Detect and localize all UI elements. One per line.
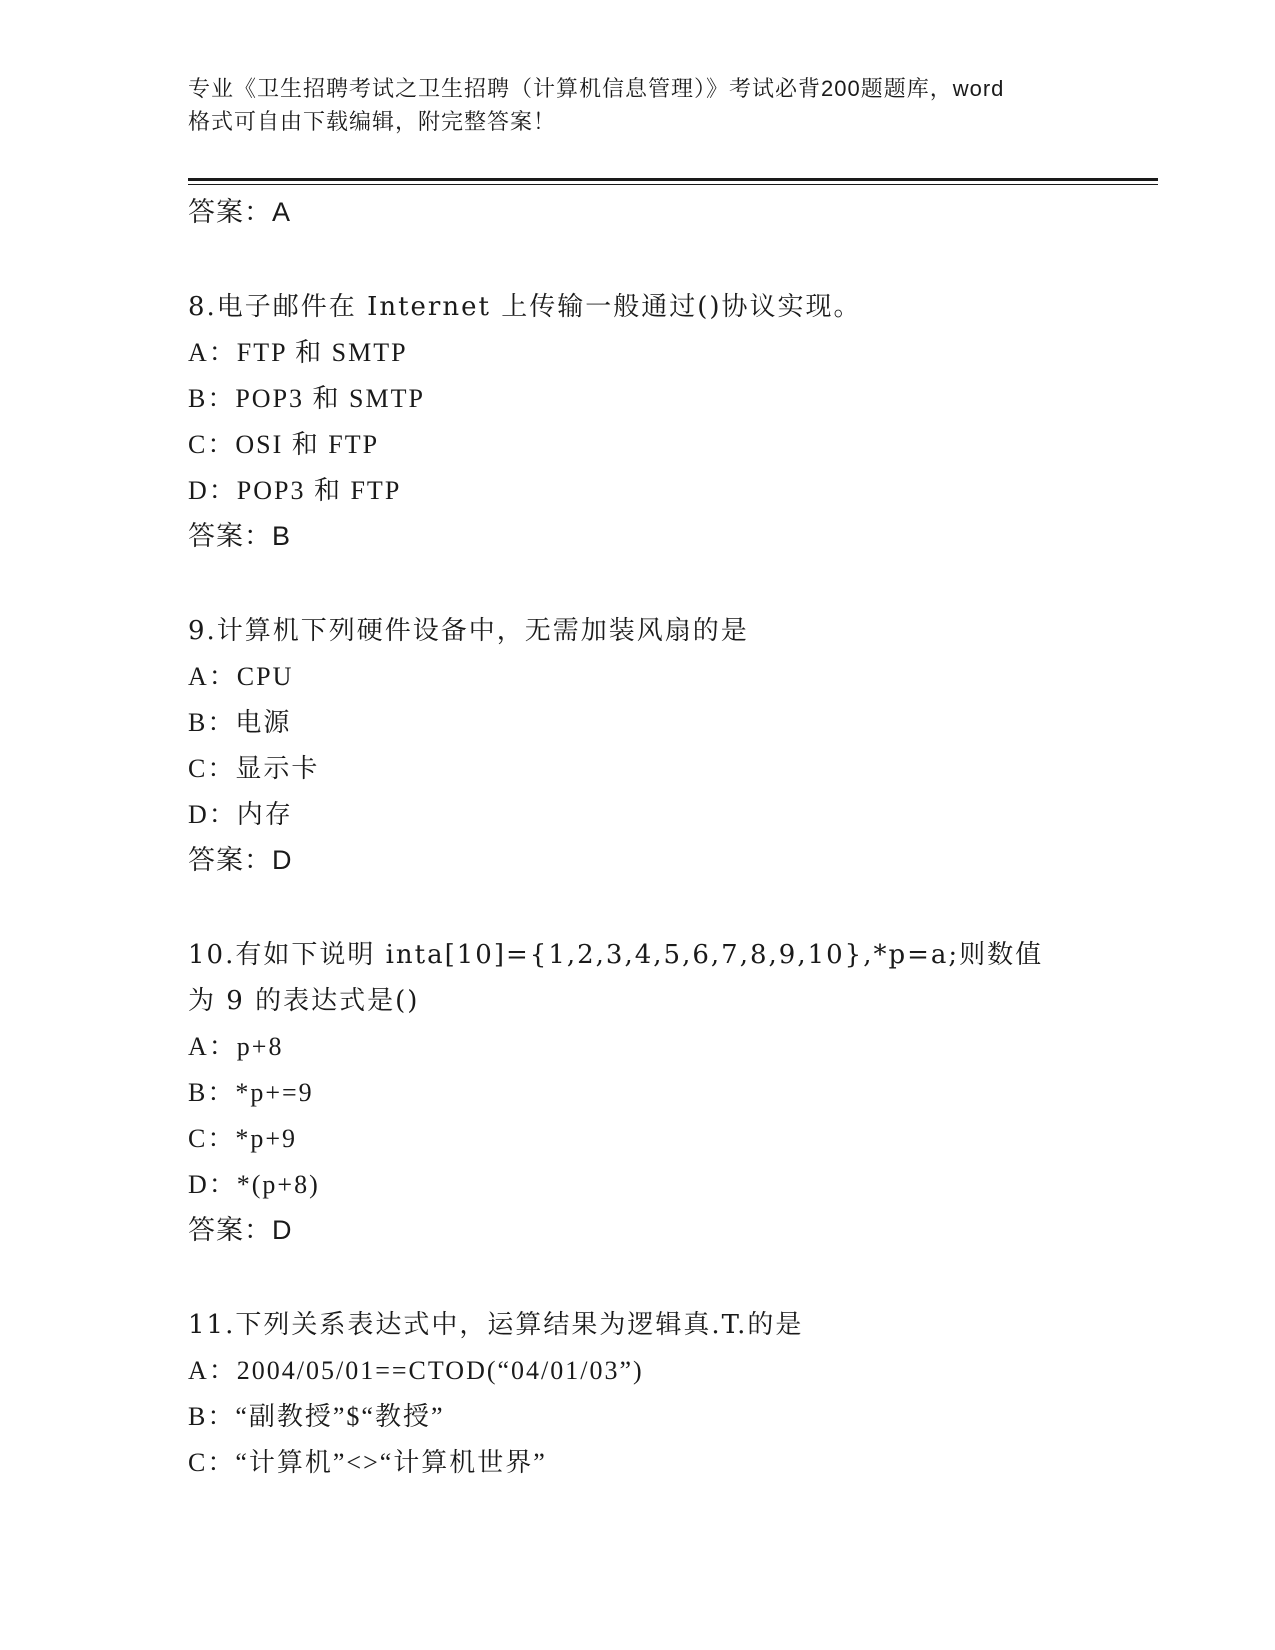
option-d: D：POP3 和 FTP (188, 476, 402, 505)
answer-line: 答案：B (188, 521, 292, 551)
option-a: A：2004/05/01==CTOD(“04/01/03”) (188, 1356, 644, 1385)
question-block (188, 932, 1068, 1252)
option-c: C：“计算机”<>“计算机世界” (188, 1448, 547, 1477)
question-list (188, 190, 1068, 1486)
answer-line: 答案：A (188, 197, 292, 227)
option-c: C：OSI 和 FTP (188, 430, 380, 459)
option-b: B：电源 (188, 708, 292, 737)
option-d: D：内存 (188, 800, 293, 829)
question-block (188, 608, 1068, 882)
option-a: A：p+8 (188, 1032, 284, 1061)
document-header (188, 72, 1088, 138)
question-stem: 11.下列关系表达式中，运算结果为逻辑真.T.的是 (188, 1310, 804, 1340)
question-block (188, 284, 1068, 558)
header-line-2: 格式可自由下载编辑，附完整答案！ (188, 109, 557, 134)
option-b: B：“副教授”$“教授” (188, 1402, 445, 1431)
question-stem: 10.有如下说明 inta[10]={1,2,3,4,5,6,7,8,9,10},*p=a;则数值为 9 的表达式是() (188, 940, 1044, 1016)
option-c: C：*p+9 (188, 1124, 298, 1153)
answer-line: 答案：D (188, 1215, 293, 1245)
answer-line: 答案：D (188, 845, 293, 875)
option-c: C：显示卡 (188, 754, 320, 783)
option-d: D：*(p+8) (188, 1170, 320, 1199)
header-divider-thin (188, 184, 1158, 185)
option-a: A：FTP 和 SMTP (188, 338, 408, 367)
header-divider-thick (188, 178, 1158, 181)
option-b: B：POP3 和 SMTP (188, 384, 425, 413)
question-block (188, 1302, 1068, 1486)
question-stem: 9.计算机下列硬件设备中，无需加装风扇的是 (188, 616, 749, 646)
option-a: A：CPU (188, 662, 294, 691)
header-line-1: 专业《卫生招聘考试之卫生招聘（计算机信息管理）》考试必背200题题库，word (188, 76, 1005, 101)
question-stem: 8.电子邮件在 Internet 上传输一般通过()协议实现。 (188, 292, 862, 322)
option-b: B：*p+=9 (188, 1078, 314, 1107)
